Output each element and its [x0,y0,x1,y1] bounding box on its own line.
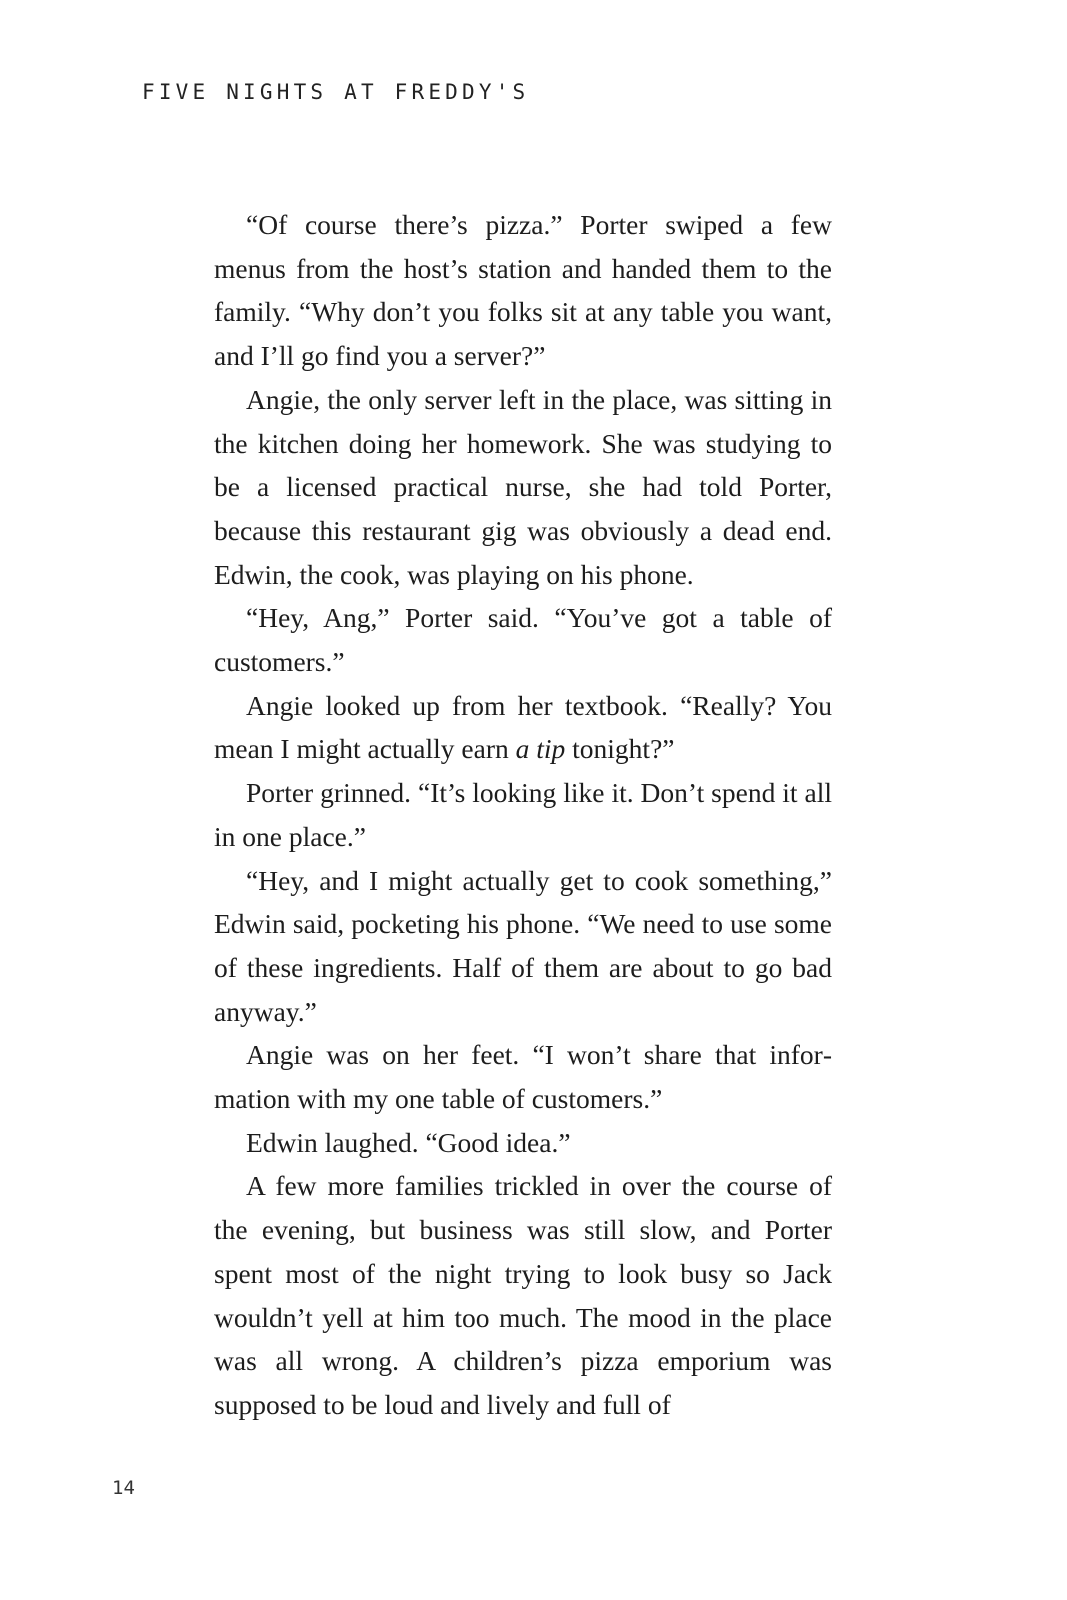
paragraph-text: Angie looked up from her textbook. “Really? You mean I might actually earn [214,689,832,765]
paragraph: Porter grinned. “It’s looking like it. Don’t spend it all in one place.” [214,777,832,852]
paragraph: “Of course there’s pizza.” Porter swiped a few menus from the host’s station and handed them to the family. “Why don’t you folks sit at any table you want, and I’ll go find you a server?” [214,209,832,372]
page-number: 14 [112,1477,135,1499]
running-head: FIVE NIGHTS AT FREDDY'S [142,80,530,104]
paragraph: Angie, the only server left in the place, was sitting in the kitchen doing her homework. She was studying to be a licensed practical nurse, she had told Porter, because this restaurant gig was obviously a dead end. Edwin, the cook, was playing on his phone. [214,383,832,590]
paragraph-text: tonight?” [565,733,675,765]
paragraph: “Hey, Ang,” Porter said. “You’ve got a table of customers.” [214,602,832,678]
body-text [214,203,832,1427]
paragraph: Edwin laughed. “Good idea.” [246,1126,571,1158]
paragraph: Angie was on her feet. “I won’t share that information with my one table of customers.” [214,1039,832,1115]
paragraph [214,684,832,771]
paragraph: “Hey, and I might actually get to cook something,” Edwin said, pocketing his phone. “We need to use some of these ingredients. Half of them are about to go bad anyway.” [214,864,832,1027]
paragraph: A few more families trickled in over the course of the evening, but business was still slow, and Porter spent most of the night trying to look busy so Jack wouldn’t yell at him too much. The mood in the place was all wrong. A children’s pizza emporium was supposed to be loud and lively and full of [214,1170,832,1420]
emphasis-text: a tip [515,733,566,765]
